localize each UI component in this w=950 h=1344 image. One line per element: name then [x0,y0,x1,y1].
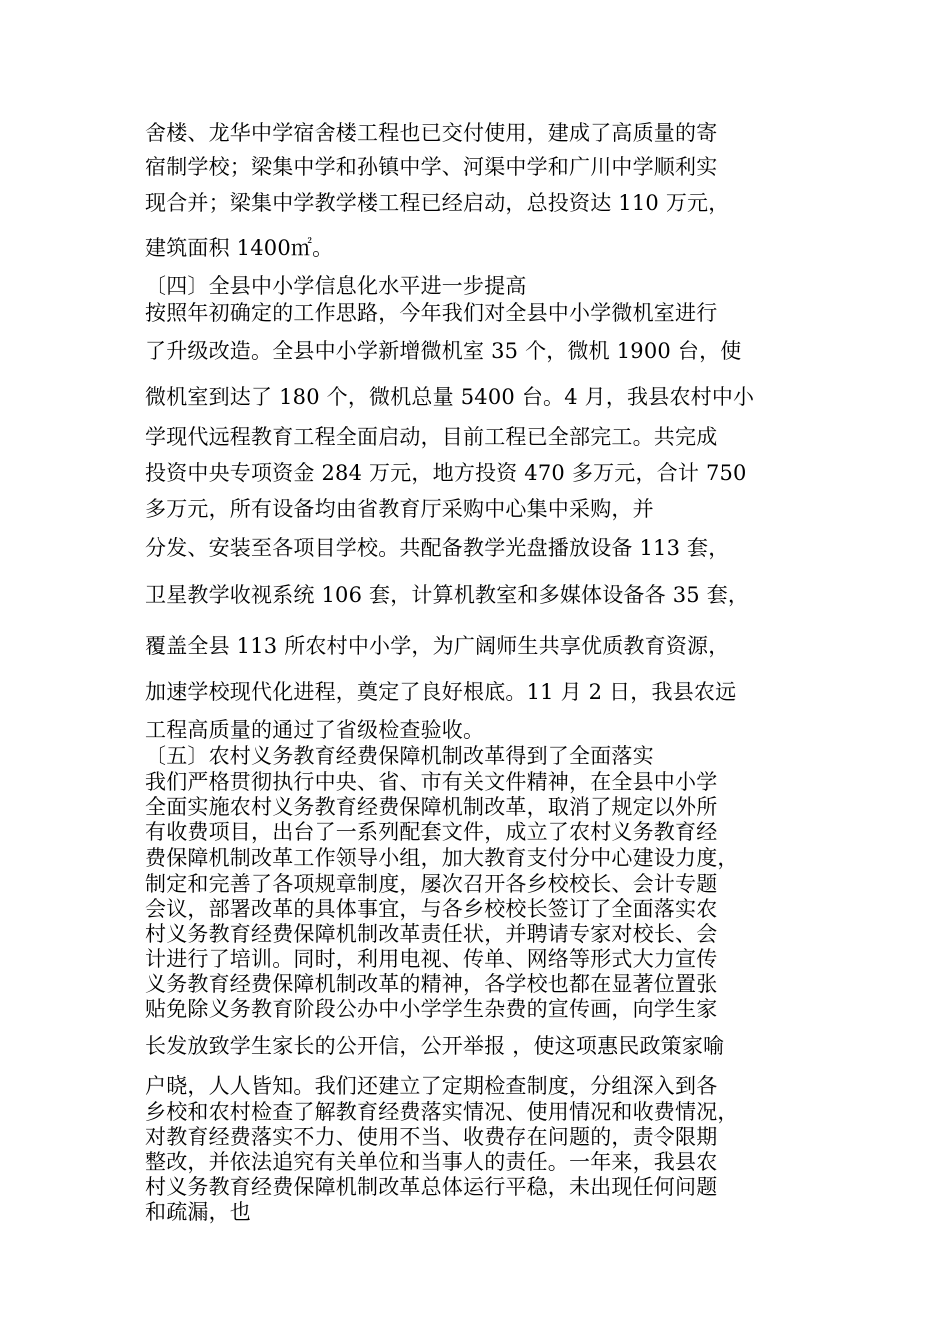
text-line: 费保障机制改革工作领导小组，加大教育支付分中心建设力度， [145,846,739,870]
text-line: 乡校和农村检查了解教育经费落实情况、使用情况和收费情况， [145,1100,739,1124]
text-line: 义务教育经费保障机制改革的精神，各学校也都在显著位置张 [145,972,718,996]
text-line: 覆盖全县 113 所农村中小学，为广阔师生共享优质教育资源， [145,634,730,658]
text-line: 制定和完善了各项规章制度，屡次召开各乡校校长、会计专题 [145,872,718,896]
text-line: 微机室到达了 180 个，微机总量 5400 台。4 月，我县农村中小 [145,385,755,409]
text-line: 分发、安装至各项目学校。共配备教学光盘播放设备 113 套， [145,536,730,560]
text-line: 现合并；梁集中学教学楼工程已经启动，总投资达 110 万元， [145,191,730,215]
text-line: 投资中央专项资金 284 万元，地方投资 470 多万元，合计 750 [145,461,747,485]
text-line: 宿制学校；梁集中学和孙镇中学、河渠中学和广川中学顺利实 [145,155,718,179]
text-line: 了升级改造。全县中小学新增微机室 35 个，微机 1900 台，使 [145,339,742,363]
section-heading: 〔四〕全县中小学信息化水平进一步提高 [145,274,527,298]
text-line: 对教育经费落实不力、使用不当、收费存在问题的，责令限期 [145,1125,718,1149]
text-line: 村义务教育经费保障机制改革责任状，并聘请专家对校长、会 [145,922,718,946]
text-line: 学现代远程教育工程全面启动，目前工程已全部完工。共完成 [145,425,718,449]
text-line: 有收费项目，出台了一系列配套文件，成立了农村义务教育经 [145,820,718,844]
text-line: 舍楼、龙华中学宿舍楼工程也已交付使用，建成了高质量的寄 [145,121,718,145]
text-line: 多万元，所有设备均由省教育厅采购中心集中采购，并 [145,497,654,521]
text-line: 户晓，人人皆知。我们还建立了定期检查制度，分组深入到各 [145,1074,718,1098]
text-line: 贴免除义务教育阶段公办中小学学生杂费的宣传画，向学生家 [145,997,718,1021]
text-line: 和疏漏，也 [145,1200,251,1224]
section-heading: 〔五〕农村义务教育经费保障机制改革得到了全面落实 [145,744,654,768]
text-line: 长发放致学生家长的公开信，公开举报 ，使这项惠民政策家喻 [145,1034,725,1058]
text-line: 村义务教育经费保障机制改革总体运行平稳，未出现任何问题 [145,1175,718,1199]
text-line: 按照年初确定的工作思路，今年我们对全县中小学微机室进行 [145,301,718,325]
text-line: 计进行了培训。同时，利用电视、传单、网络等形式大力宣传 [145,947,718,971]
text-line: 加速学校现代化进程，奠定了良好根底。11 月 2 日，我县农远 [145,680,737,704]
text-line: 会议，部署改革的具体事宜，与各乡校校长签订了全面落实农 [145,897,718,921]
text-line: 工程高质量的通过了省级检查验收。 [145,718,485,742]
text-line: 我们严格贯彻执行中央、省、市有关文件精神，在全县中小学 [145,770,718,794]
text-line: 卫星教学收视系统 106 套，计算机教室和多媒体设备各 35 套， [145,583,750,607]
text-line: 建筑面积 1400㎡。 [145,236,334,260]
text-line: 整改，并依法追究有关单位和当事人的责任。一年来，我县农 [145,1150,718,1174]
text-line: 全面实施农村义务教育经费保障机制改革，取消了规定以外所 [145,795,718,819]
